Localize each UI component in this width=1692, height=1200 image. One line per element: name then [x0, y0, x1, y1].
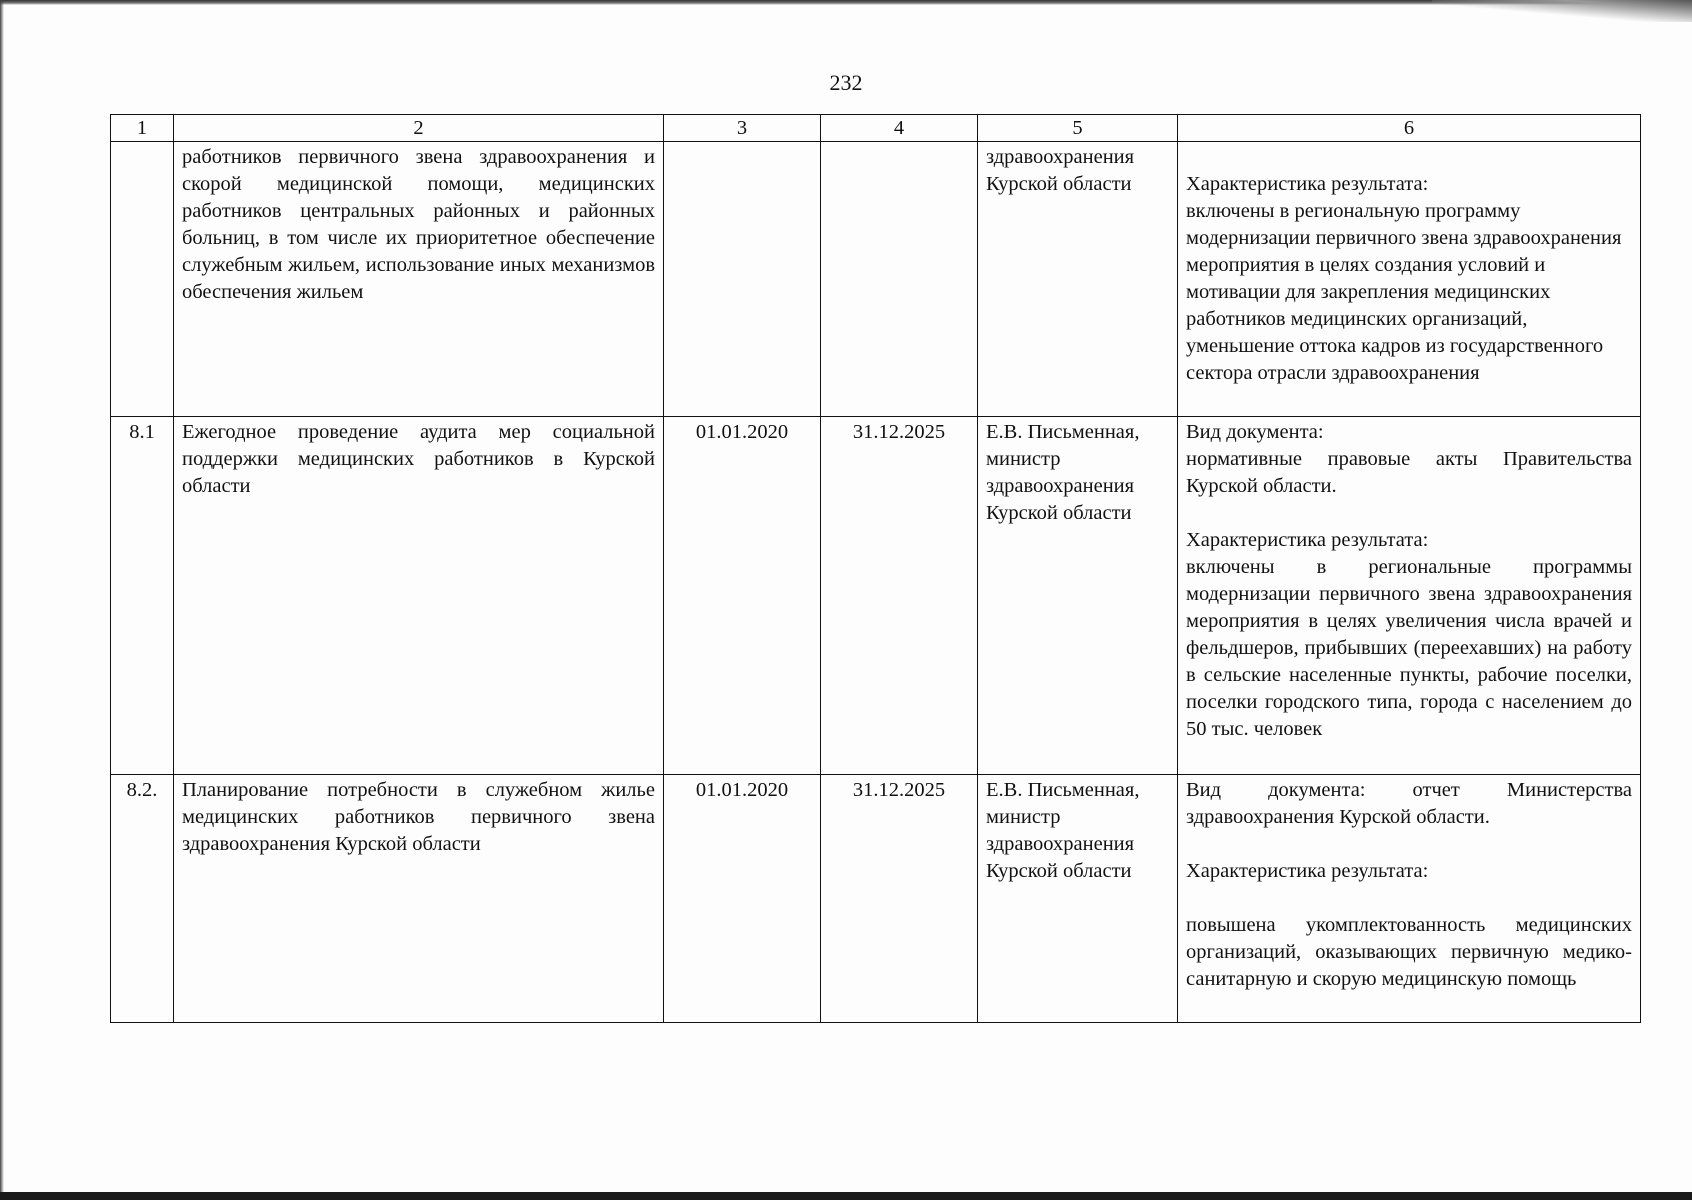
- scan-edge-left: [0, 0, 4, 1200]
- header-col-5: 5: [978, 115, 1178, 142]
- start-date-cell: 01.01.2020: [664, 417, 821, 775]
- end-date-cell: 31.12.2025: [821, 417, 978, 775]
- start-date-cell: [664, 142, 821, 417]
- row-number-cell: 8.2.: [111, 775, 174, 1023]
- result-spacer: [1186, 885, 1632, 912]
- result-document-title: Вид документа: отчет Министерства здравоохранения Курской области.: [1186, 779, 1632, 828]
- table-row: [111, 417, 1641, 775]
- result-characteristic-value: включены в региональную программу модернизации первичного звена здравоохранения мероприятия в целях создания условий и мотивации для закрепления медицинских работников медицинских организаций, уменьшение оттока кадров из государственного сектора отрасли здравоохранения: [1186, 200, 1622, 384]
- header-col-6: 6: [1178, 115, 1641, 142]
- header-col-4: 4: [821, 115, 978, 142]
- responsible-cell: Е.В. Письменная, министр здравоохранения Курской области: [978, 417, 1178, 775]
- result-characteristic-title: Характеристика результата:: [1186, 860, 1429, 882]
- table-row: [111, 775, 1641, 1023]
- result-cell: [1178, 775, 1641, 1023]
- result-characteristic-title: Характеристика результата:: [1186, 173, 1429, 195]
- table-row: [111, 142, 1641, 417]
- responsible-cell: Е.В. Письменная, министр здравоохранения Курской области: [978, 775, 1178, 1023]
- measures-table: [110, 114, 1641, 1023]
- start-date-cell: 01.01.2020: [664, 775, 821, 1023]
- scan-edge-bottom: [0, 1192, 1692, 1200]
- result-cell: [1178, 417, 1641, 775]
- result-cell: [1178, 142, 1641, 417]
- header-col-3: 3: [664, 115, 821, 142]
- result-spacer: [1186, 831, 1632, 858]
- activity-cell: Ежегодное проведение аудита мер социальной поддержки медицинских работников в Курской области: [174, 417, 664, 775]
- activity-cell: Планирование потребности в служебном жилье медицинских работников первичного звена здравоохранения Курской области: [174, 775, 664, 1023]
- result-characteristic-title: Характеристика результата:: [1186, 529, 1429, 551]
- header-col-2: 2: [174, 115, 664, 142]
- result-characteristic-value: повышена укомплектованность медицинских организаций, оказывающих первичную медико-санитарную и скорую медицинскую помощь: [1186, 914, 1632, 990]
- header-col-1: 1: [111, 115, 174, 142]
- row-number-cell: [111, 142, 174, 417]
- scan-edge-top-right: [1432, 0, 1692, 22]
- result-characteristic-value: включены в региональные программы модернизации первичного звена здравоохранения мероприятия в целях увеличения числа врачей и фельдшеров, прибывших (переехавших) на работу в сельские населенные пункты, рабочие поселки, поселки городского типа, города с населением до 50 тыс. человек: [1186, 556, 1632, 740]
- page-number: 232: [829, 70, 863, 95]
- activity-cell: работников первичного звена здравоохранения и скорой медицинской помощи, медицинских работников центральных районных и районных больниц, в том числе их приоритетное обеспечение служебным жильем, использование иных механизмов обеспечения жильем: [174, 142, 664, 417]
- end-date-cell: [821, 142, 978, 417]
- result-document-title: Вид документа:: [1186, 421, 1324, 443]
- responsible-cell: здравоохранения Курской области: [978, 142, 1178, 417]
- row-number-cell: 8.1: [111, 417, 174, 775]
- result-spacer: [1186, 500, 1632, 527]
- end-date-cell: 31.12.2025: [821, 775, 978, 1023]
- result-spacer: [1186, 144, 1632, 171]
- table-header-row: [111, 115, 1641, 142]
- result-document-value: нормативные правовые акты Правительства Курской области.: [1186, 448, 1632, 497]
